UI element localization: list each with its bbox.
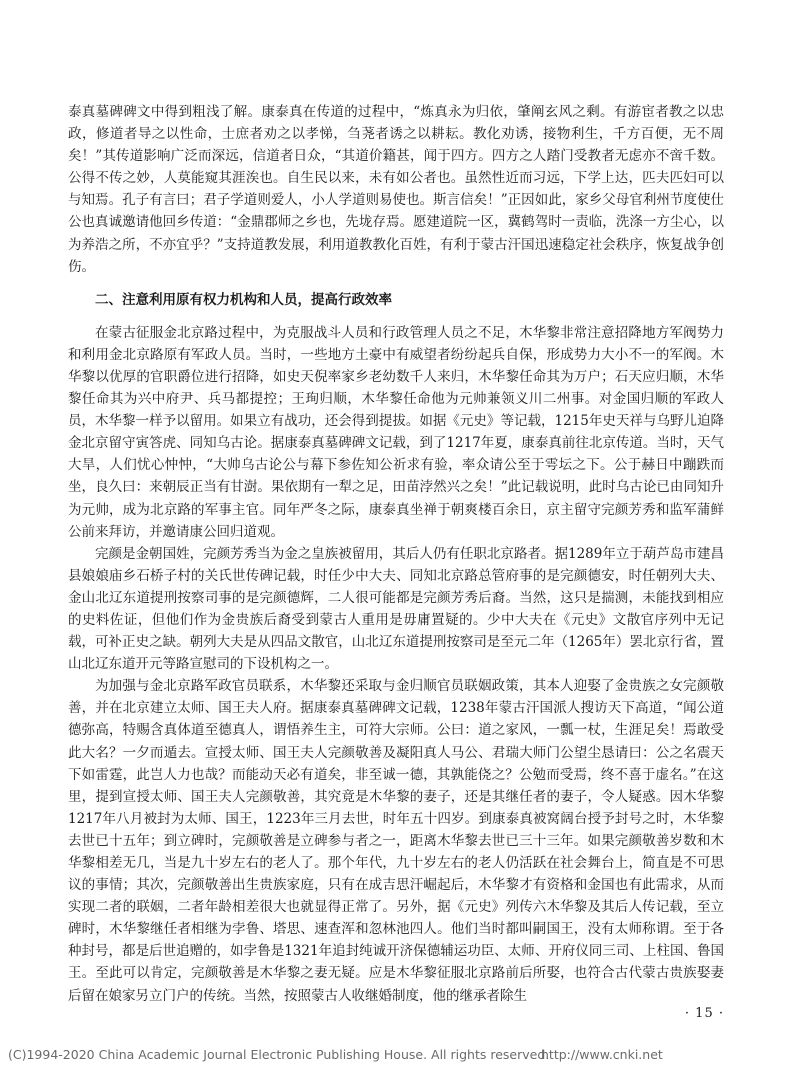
paragraph-continued: 泰真墓碑碑文中得到粗浅了解。康泰真在传道的过程中，“炼真永为归依，肇阐玄风之剩。有游宦者教之以忠政，修道者导之以性命，士庶者劝之以孝悌，刍荛者诱之以耕耘。教化劝诱，接物利生，千方百便，无不周矣！”其传道影响广泛而深远，信道者日众，“其道价籍甚，闻于四方。四方之人踏门受教者无虑亦不啻千数。公得不传之妙，人莫能窥其涯涘也。自生民以来，未有如公者也。虽然性近而习远，下学上达，匹夫匹妇可以与知焉。孔子有言曰；君子学道则爱人，小人学道则易使也。斯言信矣！”正因如此，家乡父母官利州节度使仕公也真诚邀请他回乡传道：“金鼎郡师之乡也，先垅存焉。愿建道院一区，冀鹤驾时一责临，洗涤一方尘心，以为养浩之所，不亦宜乎？”支持道教发展，利用道教教化百姓，有利于蒙古汗国迅速稳定社会秩序，恢复战争创伤。 (68, 104, 724, 275)
paragraph: 完颜是金朝国姓，完颜芳秀当为金之皇族被留用，其后人仍有任职北京路者。据1289年立于葫芦岛市建昌县娘娘庙乡石桥子村的关氏世传碑记载，时任少中大夫、同知北京路总管府事的是完颜德安，时任朝列大夫、金山北辽东道提刑按察司事的是完颜德辉，二人很可能都是完颜芳秀后裔。当然，这只是揣测，未能找到相应的史料佐证，但他们作为金贵族后裔受到蒙古人重用是毋庸置疑的。少中大夫在《元史》文散官序列中无记载，可补正史之缺。朝列大夫是从四品文散官，山北辽东道提刑按察司是至元二年（1265年）罢北京行省，置山北辽东道开元等路宣慰司的下设机构之一。 (68, 545, 724, 673)
paragraph: 在蒙古征服金北京路过程中，为克服战斗人员和行政管理人员之不足，木华黎非常注意招降地方军阀势力和利用金北京路原有军政人员。当时，一些地方土豪中有威望者纷纷起兵自保，形成势力大小不一的军阀。木华黎以优厚的官职爵位进行招降，如史天倪率家乡老幼数千人来归，木华黎任命其为万户；石天应归顺，木华黎任命其为兴中府尹、兵马都提控；王珣归顺，木华黎任命他为元帅兼领义川二州事。对金国归顺的军政人员，木华黎一样予以留用。如果立有战功，还会得到提拔。如据《元史》等记载，1215年史天祥与乌野儿迫降金北京留守寅答虎、同知乌古论。据康泰真墓碑碑文记载，到了1217年夏，康泰真前往北京传道。当时，天气大旱，人们忧心忡忡，“大帅乌古论公与幕下参佐知公祈求有验，率众请公至于雩坛之下。公于赫日中蹦跌而坐，良久曰：来朝辰正当有甘澍。果依期有一犁之足，田苗浡然兴之矣！”此记载说明，此时乌古论已由同知升为元帅，成为北京路的军事主官。同年严冬之际，康泰真坐禅于朝爽楼百余日，京主留守完颜芳秀和监军蒲鲜公前来拜访，并邀请康公回归道观。 (68, 324, 724, 540)
article-body (68, 101, 724, 1007)
footer-copyright: (C)1994-2020 China Academic Journal Electronic Publishing House. All rights reserved. (8, 1047, 550, 1062)
footer-site-link[interactable]: http://www.cnki.net (541, 1047, 663, 1062)
paragraph: 为加强与金北京路军政官员联系，木华黎还采取与金归顺官员联姻政策，其本人迎娶了金贵族之女完颜敬善，并在北京建立太师、国王夫人府。据康泰真墓碑碑文记载，1238年蒙古汗国派人搜访天下高道，“闻公道德弥高，特赐含真体道至德真人，谓悟养生主，可符大宗师。公曰：道之家风，一瓢一杖，生涯足矣！焉敢受此大名？一夕而遁去。宣授太师、国王夫人完颜敬善及凝阳真人马公、君瑞大师门公望尘恳请曰：公之名震天下如雷霆，此岂人力也哉？而能动天必有道矣，非至诚一德，其孰能侥之？公勉而受焉，终不喜于虚名。”在这里，提到宣授太师、国王夫人完颜敬善，其究竟是木华黎的妻子，还是其继任者的妻子，令人疑惑。因木华黎1217年八月被封为太师、国王，1223年三月去世，时年五十四岁。到康泰真被窝阔台授予封号之时，木华黎去世已十五年；到立碑时，完颜敬善是立碑参与者之一，距离木华黎去世已三十三年。如果完颜敬善岁数和木华黎相差无几，当是九十岁左右的老人了。那个年代，九十岁左右的老人仍活跃在社会舞台上，简直是不可思议的事情；其次，完颜敬善出生贵族家庭，只有在成吉思汗崛起后，木华黎才有资格和金国也有此需求，从而实现二者的联姻，二者年龄相差很大也就显得正常了。另外，据《元史》列传六木华黎及其后人传记载，至立碑时，木华黎继任者相继为孛鲁、塔思、速查浑和忽林池四人。他们当时都叫嗣国王，没有太师称谓。至于各种封号，都是后世追赠的，如孛鲁是1321年追封纯诚开济保德辅运功臣、太师、开府仪同三司、上柱国、鲁国王。至此可以肯定，完颜敬善是木华黎之妻无疑。应是木华黎征服北京路前后所娶，也符合古代蒙古贵族娶妻后留在娘家另立门户的传统。当然，按照蒙古人收继婚制度，他的继承者除生 (68, 678, 724, 1004)
section-heading: 二、注意利用原有权力机构和人员，提高行政效率 (95, 291, 392, 308)
page-number: · 15 · (684, 1006, 724, 1021)
